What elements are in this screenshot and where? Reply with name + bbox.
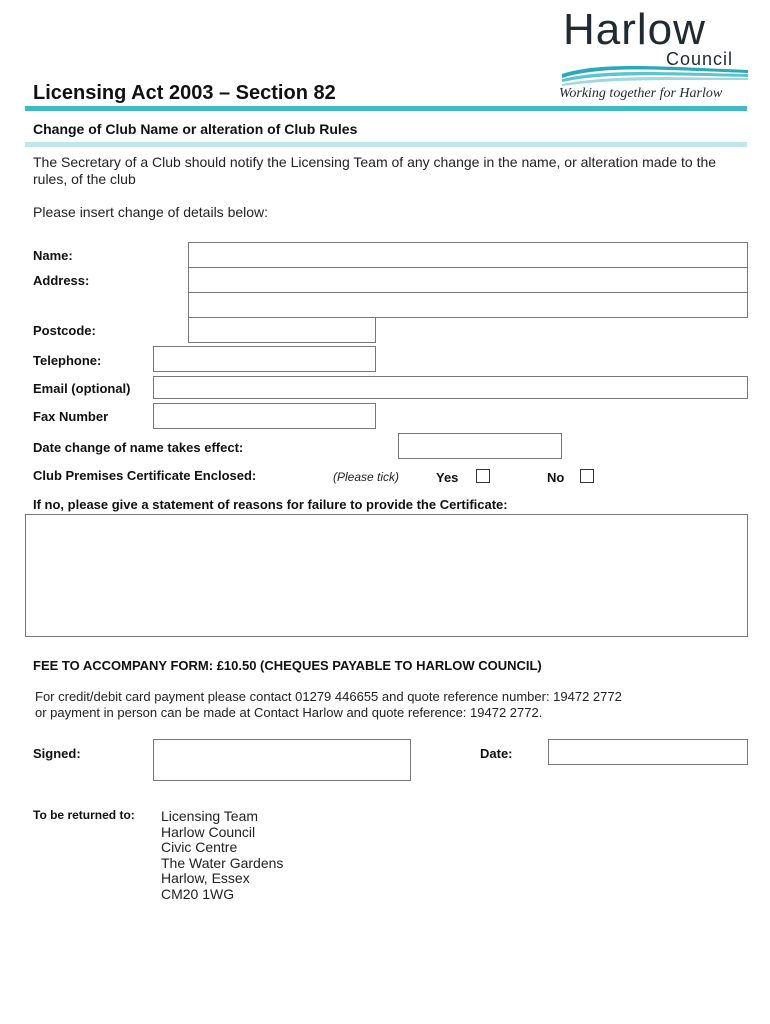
no-checkbox[interactable]	[580, 469, 594, 483]
return-label: To be returned to:	[33, 808, 135, 822]
intro-text: The Secretary of a Club should notify the Licensing Team of any change in the name, or alteration made to the rules, of the club	[33, 154, 717, 187]
address-line: Licensing Team	[161, 808, 259, 824]
date-input[interactable]	[548, 739, 748, 765]
fax-label: Fax Number	[33, 409, 109, 424]
logo-council-text: Council	[666, 49, 734, 69]
address-line: Harlow, Essex	[161, 870, 250, 886]
subtitle-divider	[25, 142, 747, 147]
yes-checkbox[interactable]	[476, 469, 490, 483]
instruction-text: Please insert change of details below:	[33, 204, 269, 220]
fax-input[interactable]	[153, 403, 376, 429]
address-input-line1[interactable]	[188, 267, 748, 293]
telephone-label: Telephone:	[33, 353, 102, 368]
page-title: Licensing Act 2003 – Section 82	[33, 82, 336, 104]
address-line: CM20 1WG	[161, 885, 235, 902]
postcode-input[interactable]	[188, 317, 376, 343]
telephone-input[interactable]	[153, 346, 376, 372]
reasons-label: If no, please give a statement of reasons for failure to provide the Certificate:	[33, 497, 508, 512]
yes-label: Yes	[436, 470, 459, 485]
no-label: No	[547, 470, 565, 485]
logo-tagline: Working together for Harlow	[559, 86, 723, 101]
date-change-label: Date change of name takes effect:	[33, 440, 244, 455]
form-subtitle: Change of Club Name or alteration of Club Rules	[33, 121, 358, 137]
logo-wordmark: Harlow	[563, 5, 706, 54]
address-input-line2[interactable]	[188, 292, 748, 318]
name-label: Name:	[33, 248, 73, 263]
fee-text: FEE TO ACCOMPANY FORM: £10.50 (CHEQUES PAYABLE TO HARLOW COUNCIL)	[33, 658, 542, 673]
reasons-textarea[interactable]	[25, 514, 748, 637]
title-divider	[25, 106, 747, 111]
email-label: Email (optional)	[33, 381, 131, 396]
address-label: Address:	[33, 273, 90, 288]
address-line: Harlow Council	[161, 823, 256, 840]
address-line: The Water Gardens	[161, 854, 284, 871]
return-address	[161, 809, 283, 902]
payment-line-2: or payment in person can be made at Contact Harlow and quote reference: 19472 2772.	[35, 705, 543, 720]
signed-label: Signed:	[33, 746, 81, 761]
postcode-label: Postcode:	[33, 323, 96, 338]
date-change-input[interactable]	[398, 433, 562, 459]
name-input[interactable]	[188, 242, 748, 268]
logo-waves-icon	[560, 60, 750, 88]
email-input[interactable]	[153, 376, 748, 399]
address-line: Civic Centre	[161, 839, 238, 855]
date-label: Date:	[480, 746, 513, 761]
payment-line-1: For credit/debit card payment please contact 01279 446655 and quote reference number: 19472 2772	[35, 689, 622, 704]
please-tick-note: (Please tick)	[333, 470, 400, 484]
signature-input[interactable]	[153, 739, 411, 781]
certificate-label: Club Premises Certificate Enclosed:	[33, 468, 257, 483]
